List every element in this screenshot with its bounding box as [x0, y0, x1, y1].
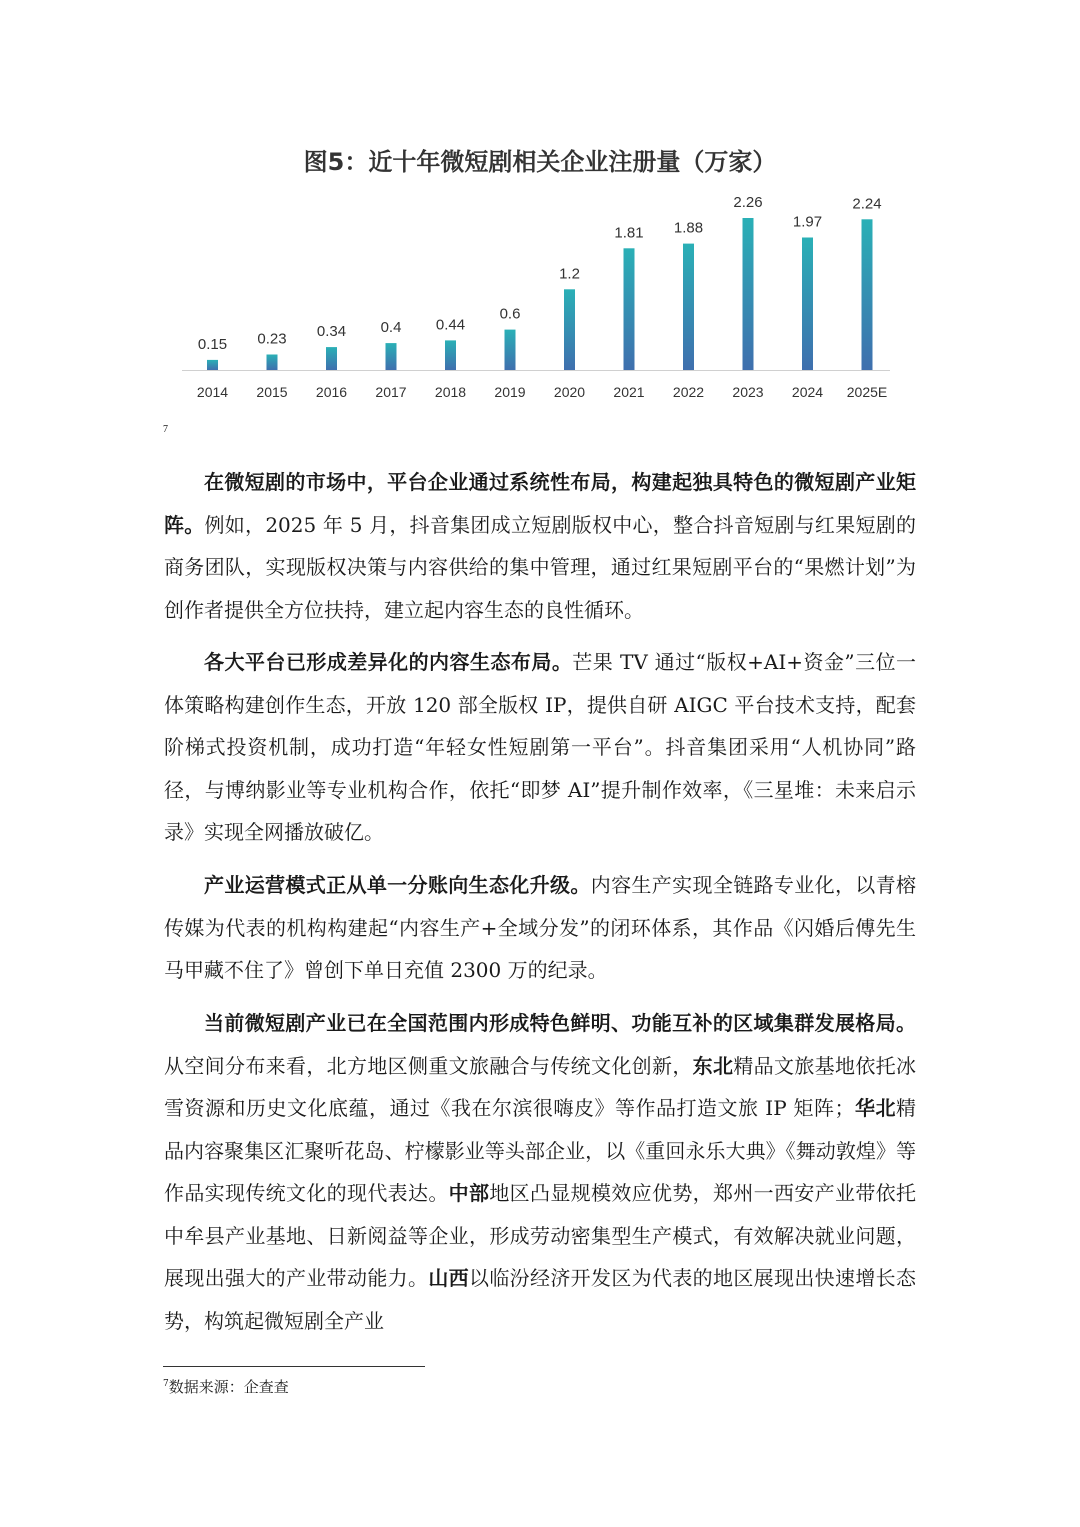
value-label-2023: 2.26	[733, 194, 763, 211]
bar-2018	[445, 340, 456, 370]
footnote-reference: 7	[163, 424, 168, 435]
text-run: 芒果 TV 通过“版权+AI+资金”三位一体策略构建创作生态，开放 120 部全版权 IP，提供自研 AIGC 平台技术支持，配套阶梯式投资机制，成功打造“年轻女性短剧第一平台”。抖音集团采用“人机协同”路径，与博纳影业等专业机构合作，依托“即梦 AI”提升制作效率，《三星堆：未来启示录》实现全网播放破亿。	[164, 650, 917, 844]
category-label-2023: 2023	[732, 384, 764, 400]
footnote-mark: 7	[163, 1379, 169, 1389]
bar-2019	[505, 330, 516, 370]
bar-2014	[207, 360, 218, 370]
category-label-2021: 2021	[613, 384, 645, 400]
value-label-2025E: 2.24	[852, 195, 882, 213]
category-label-2020: 2020	[553, 384, 586, 400]
bar-2017	[386, 343, 397, 370]
footnote	[163, 1376, 289, 1397]
bold-run: 当前微短剧产业已在全国范围内形成特色鲜明、功能互补的区域集群发展格局。	[204, 1011, 916, 1035]
figure-title: 图5：近十年微短剧相关企业注册量（万家）	[303, 148, 777, 176]
category-label-2024: 2024	[791, 384, 824, 400]
text-run: 精品文旅基地依托冰雪资源和历史文化底蕴，通过《我在尔滨很嗨皮》等作品打造文旅 IP 矩阵；	[164, 1053, 917, 1120]
value-label-2022: 1.88	[673, 219, 704, 237]
bar-2024	[802, 238, 813, 371]
value-label-2015: 0.23	[257, 330, 287, 348]
bold-run: 山西	[428, 1266, 470, 1290]
text-run: 以临汾经济开发区为代表的地区展现出快速增长态势，构筑起微短剧全产业	[164, 1266, 917, 1333]
value-label-2017: 0.4	[380, 319, 402, 337]
footnote-text: 数据来源：企查查	[168, 1378, 289, 1396]
category-label-2022: 2022	[672, 384, 705, 400]
bar-2021	[624, 248, 635, 370]
bold-run: 产业运营模式正从单一分账向生态化升级。	[204, 873, 591, 897]
paragraph-4	[164, 1002, 916, 1342]
value-label-2020: 1.2	[559, 265, 580, 283]
bar-2015	[267, 355, 278, 371]
category-label-2017: 2017	[375, 384, 407, 400]
text-run: 例如，2025 年 5 月，抖音集团成立短剧版权中心，整合抖音短剧与红果短剧的商务团队，实现版权决策与内容供给的集中管理，通过红果短剧平台的“果燃计划”为创作者提供全方位扶持，建立起内容生态的良性循环。	[164, 512, 916, 622]
bar-2022	[683, 244, 694, 370]
paragraph-2	[164, 641, 916, 854]
bar-chart	[170, 180, 890, 410]
value-label-2018: 0.44	[435, 316, 466, 334]
value-label-2021: 1.81	[614, 224, 644, 242]
bar-2023	[743, 218, 754, 370]
bold-run: 中部	[448, 1181, 490, 1205]
bold-run: 华北	[854, 1096, 896, 1120]
text-run: 内容生产实现全链路专业化，以青榕传媒为代表的机构构建起“内容生产+全域分发”的闭环体系，其作品《闪婚后傅先生马甲藏不住了》曾创下单日充值 2300 万的纪录。	[164, 873, 917, 982]
value-label-2024: 1.97	[792, 213, 823, 231]
bar-2016	[326, 347, 337, 370]
value-label-2019: 0.6	[499, 305, 521, 323]
bold-run: 在微短剧的市场中，平台企业通过系统性布局，构建起独具特色的微短剧产业矩阵。	[164, 470, 916, 537]
bold-run: 东北	[692, 1053, 734, 1078]
bar-2025E	[862, 219, 873, 370]
category-label-2014: 2014	[196, 384, 229, 400]
category-label-2019: 2019	[494, 384, 526, 400]
text-run: 精品内容聚集区汇聚听花岛、柠檬影业等头部企业，以《重回永乐大典》《舞动敦煌》等作品实现传统文化的现代表达。	[164, 1096, 916, 1205]
footnote-divider	[163, 1366, 425, 1367]
bar-2020	[564, 289, 575, 370]
category-label-2018: 2018	[434, 384, 467, 400]
category-label-2025E: 2025E	[846, 384, 888, 400]
value-label-2016: 0.34	[316, 323, 347, 341]
value-label-2014: 0.15	[197, 335, 228, 353]
paragraph-3	[164, 864, 916, 992]
paragraph-1	[164, 461, 916, 631]
category-label-2015: 2015	[256, 384, 288, 400]
bold-run: 各大平台已形成差异化的内容生态布局。	[204, 650, 573, 674]
category-label-2016: 2016	[315, 384, 348, 400]
text-run: 地区凸显规模效应优势，郑州一西安产业带依托中牟县产业基地、日新阅益等企业，形成劳动密集型生产模式，有效解决就业问题，展现出强大的产业带动能力。	[164, 1181, 917, 1290]
text-run: 从空间分布来看，北方地区侧重文旅融合与传统文化创新，	[164, 1053, 693, 1078]
